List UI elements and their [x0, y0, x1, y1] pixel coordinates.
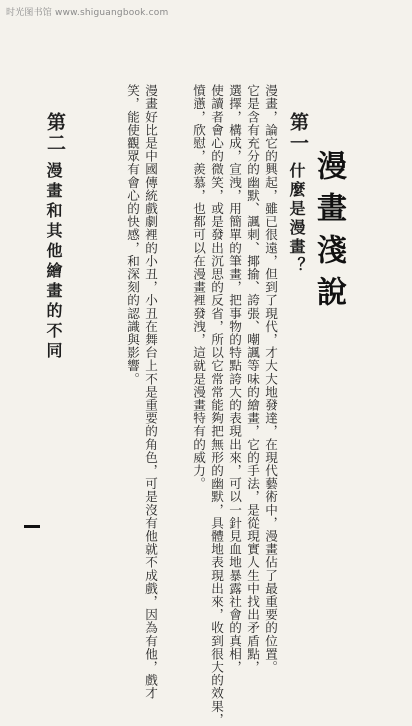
chapter-1-paragraph: 選擇，構成，宣洩，用簡單的筆畫，把事物的特點誇大的表現出來，可以一針見血地暴露社會的真相， [227, 84, 242, 674]
chapter-2-paragraph: 漫畫好比是中國傳統戲劇裡的小丑，小丑在舞台上不是重要的角色，可是沒有他就不成戲，因為有他，戲才 [143, 84, 158, 700]
chapter-1-title: 什麼是漫畫？ [287, 162, 306, 276]
book-title: 漫畫淺說 [311, 150, 346, 318]
chapter-1-number: 第一 [287, 112, 309, 154]
chapter-2-title: 漫畫和其他繪畫的不同 [44, 162, 63, 362]
chapter-2-paragraph: 笑，能使觀眾有會心的快感，和深刻的認識與影響。 [125, 84, 140, 386]
watermark: 时光图书馆 www.shiguangbook.com [6, 8, 169, 18]
chapter-1-paragraph: 憤懣，欣慰，羨慕，也都可以在漫畫裡發洩，這就是漫畫特有的威力。 [191, 84, 206, 491]
page-number-mark [24, 525, 40, 528]
chapter-1-paragraph: 它是含有充分的幽默、諷刺、揶揄、誇張、嘲諷等味的繪畫，它的手法，是從現實人生中找出矛盾點， [245, 84, 260, 674]
chapter-1-paragraph: 使讀者會心的微笑，或是發出沉思的反省，所以它常常能夠把無形的幽默，具體地表現出來，收到很大的效果， [209, 84, 224, 726]
chapter-2-number: 第二 [44, 112, 66, 154]
chapter-1-paragraph: 漫畫，論它的興起，雖已很遠，但到了現代，才大大地發達，在現代藝術中，漫畫佔了最重要的位置。 [263, 84, 278, 674]
